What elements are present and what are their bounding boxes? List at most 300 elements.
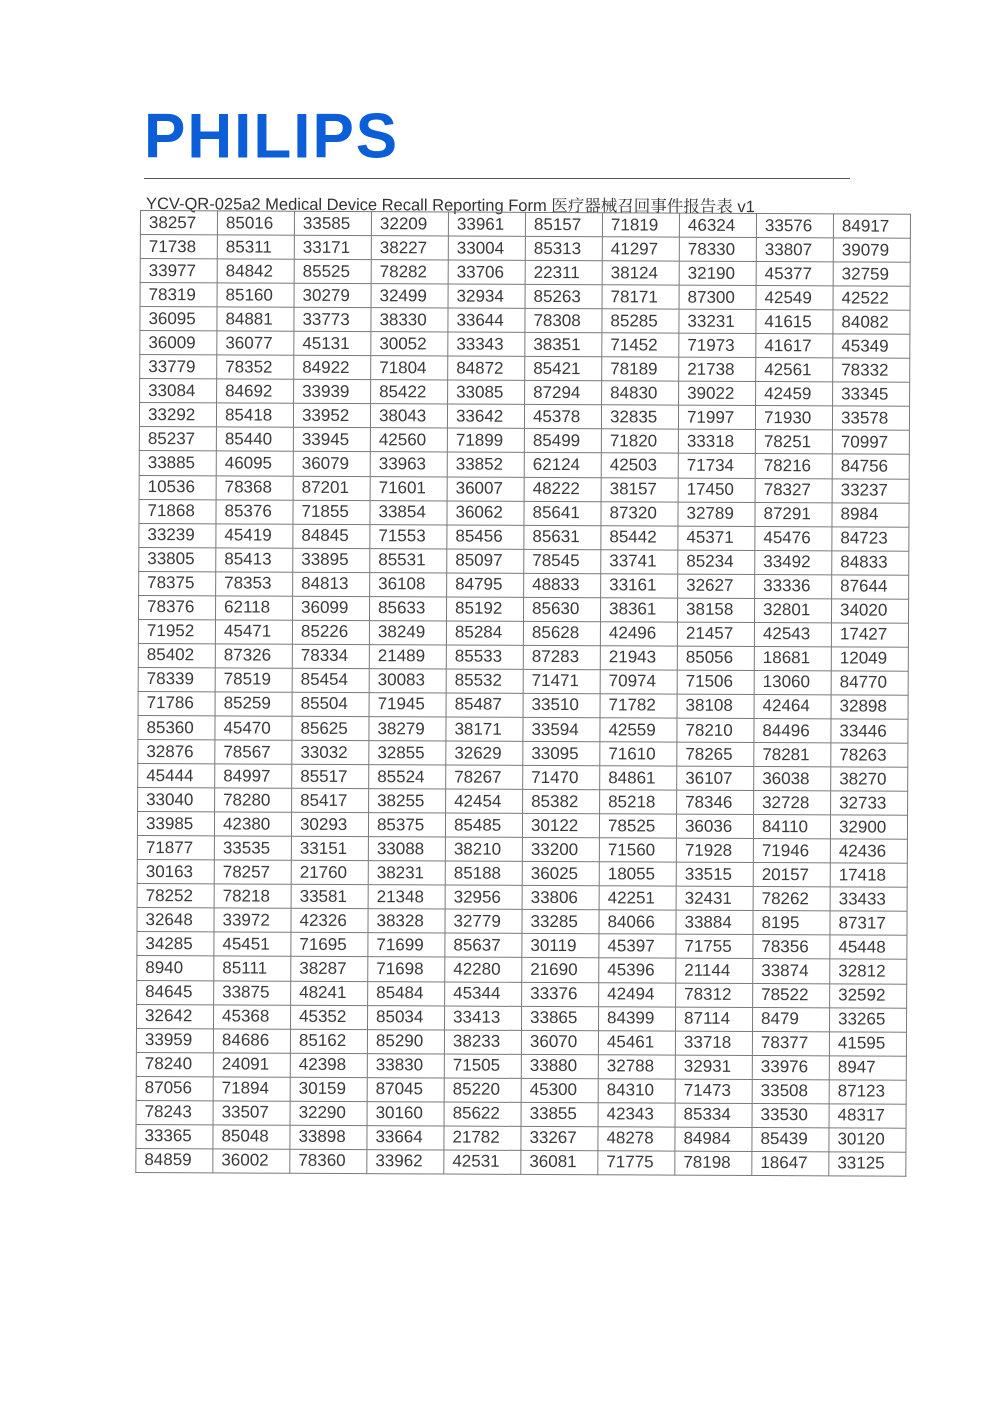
table-cell: 42496 bbox=[600, 622, 677, 646]
table-cell: 33265 bbox=[829, 1007, 906, 1031]
table-cell: 87283 bbox=[523, 645, 600, 669]
table-cell: 85517 bbox=[292, 764, 369, 788]
table-cell: 42459 bbox=[756, 382, 833, 406]
table-cell: 78218 bbox=[214, 884, 291, 908]
table-cell: 71820 bbox=[601, 429, 678, 453]
table-cell: 71506 bbox=[677, 670, 754, 694]
table-cell: 78339 bbox=[138, 667, 215, 691]
table-cell: 71973 bbox=[679, 333, 756, 357]
table-cell: 33032 bbox=[292, 740, 369, 764]
table-cell: 34020 bbox=[831, 599, 908, 623]
table-cell: 87056 bbox=[136, 1076, 213, 1100]
table-cell: 36036 bbox=[676, 814, 753, 838]
table-cell: 36081 bbox=[521, 1150, 598, 1174]
table-cell: 33855 bbox=[521, 1102, 598, 1126]
table-cell: 36095 bbox=[140, 307, 217, 331]
table-cell: 84066 bbox=[599, 910, 676, 934]
table-cell: 45396 bbox=[599, 958, 676, 982]
table-cell: 10536 bbox=[139, 475, 216, 499]
table-cell: 38361 bbox=[600, 598, 677, 622]
table-cell: 84082 bbox=[833, 310, 910, 334]
table-cell: 32789 bbox=[678, 502, 755, 526]
table-cell: 71738 bbox=[140, 235, 217, 259]
table-cell: 33884 bbox=[676, 910, 753, 934]
table-cell: 85631 bbox=[524, 525, 601, 549]
table-cell: 78519 bbox=[215, 668, 292, 692]
table-cell: 36108 bbox=[370, 572, 447, 596]
table-cell: 21943 bbox=[600, 646, 677, 670]
table-cell: 85439 bbox=[752, 1127, 829, 1151]
table-cell: 36038 bbox=[754, 767, 831, 791]
table-cell: 71698 bbox=[368, 957, 445, 981]
table-cell: 42280 bbox=[445, 957, 522, 981]
table-cell: 33985 bbox=[137, 812, 214, 836]
table-cell: 33805 bbox=[139, 547, 216, 571]
table-cell: 85633 bbox=[369, 596, 446, 620]
table-cell: 71610 bbox=[600, 742, 677, 766]
header-divider bbox=[144, 178, 850, 179]
table-cell: 33961 bbox=[448, 212, 525, 236]
table-cell: 32788 bbox=[598, 1054, 675, 1078]
table-cell: 21738 bbox=[679, 357, 756, 381]
table-cell: 33972 bbox=[214, 908, 291, 932]
table-cell: 84917 bbox=[833, 214, 910, 238]
table-cell: 38328 bbox=[368, 909, 445, 933]
table-cell: 12049 bbox=[831, 647, 908, 671]
table-cell: 33267 bbox=[521, 1126, 598, 1150]
table-cell: 78376 bbox=[138, 595, 215, 619]
table-cell: 87201 bbox=[293, 476, 370, 500]
table-cell: 85382 bbox=[523, 790, 600, 814]
table-cell: 33773 bbox=[294, 307, 371, 331]
table-cell: 30120 bbox=[829, 1128, 906, 1152]
table-cell: 84845 bbox=[293, 524, 370, 548]
table-cell: 36002 bbox=[213, 1149, 290, 1173]
table-cell: 71899 bbox=[447, 428, 524, 452]
table-cell: 33581 bbox=[291, 885, 368, 909]
table-cell: 71699 bbox=[368, 933, 445, 957]
table-cell: 21782 bbox=[444, 1126, 521, 1150]
table-cell: 78198 bbox=[675, 1151, 752, 1175]
table-cell: 32648 bbox=[137, 908, 214, 932]
table-cell: 33446 bbox=[831, 719, 908, 743]
table-cell: 85313 bbox=[525, 236, 602, 260]
table-cell: 71452 bbox=[602, 333, 679, 357]
table-cell: 33898 bbox=[290, 1125, 367, 1149]
table-cell: 84997 bbox=[215, 764, 292, 788]
table-cell: 33977 bbox=[140, 259, 217, 283]
table-cell: 42561 bbox=[756, 358, 833, 382]
table-cell: 33292 bbox=[139, 403, 216, 427]
table-cell: 30159 bbox=[290, 1077, 367, 1101]
table-cell: 87320 bbox=[601, 501, 678, 525]
table-cell: 33318 bbox=[678, 430, 755, 454]
table-cell: 71470 bbox=[523, 765, 600, 789]
table-cell: 71560 bbox=[599, 838, 676, 862]
table-cell: 38108 bbox=[677, 694, 754, 718]
table-cell: 71473 bbox=[675, 1079, 752, 1103]
table-cell: 33642 bbox=[447, 404, 524, 428]
table-cell: 45371 bbox=[678, 526, 755, 550]
table-cell: 36107 bbox=[677, 766, 754, 790]
table-cell: 33040 bbox=[138, 788, 215, 812]
table-cell: 85048 bbox=[213, 1125, 290, 1149]
table-cell: 33171 bbox=[294, 235, 371, 259]
table-cell: 85162 bbox=[290, 1029, 367, 1053]
table-cell: 33895 bbox=[293, 548, 370, 572]
table-cell: 87291 bbox=[755, 502, 832, 526]
table-cell: 78330 bbox=[679, 237, 756, 261]
table-cell: 33854 bbox=[370, 500, 447, 524]
table-cell: 45476 bbox=[755, 526, 832, 550]
table-cell: 85625 bbox=[292, 716, 369, 740]
table-cell: 84310 bbox=[598, 1078, 675, 1102]
table-cell: 33578 bbox=[832, 406, 909, 430]
table-cell: 45451 bbox=[214, 932, 291, 956]
table-cell: 48241 bbox=[291, 981, 368, 1005]
table-cell: 78257 bbox=[214, 860, 291, 884]
table-cell: 32209 bbox=[371, 212, 448, 236]
table-cell: 32900 bbox=[830, 815, 907, 839]
table-cell: 71877 bbox=[137, 836, 214, 860]
table-cell: 36079 bbox=[293, 452, 370, 476]
table-cell: 42251 bbox=[599, 886, 676, 910]
table-cell: 87294 bbox=[525, 381, 602, 405]
table-cell: 85417 bbox=[292, 788, 369, 812]
table-cell: 45397 bbox=[599, 934, 676, 958]
table-cell: 78210 bbox=[677, 718, 754, 742]
table-cell: 71553 bbox=[370, 524, 447, 548]
table-cell: 85016 bbox=[217, 211, 294, 235]
table-cell: 84770 bbox=[831, 671, 908, 695]
table-cell: 24091 bbox=[213, 1053, 290, 1077]
table-cell: 85160 bbox=[217, 283, 294, 307]
table-cell: 71946 bbox=[753, 839, 830, 863]
table-cell: 45349 bbox=[833, 334, 910, 358]
table-cell: 78327 bbox=[755, 478, 832, 502]
table-cell: 78360 bbox=[290, 1149, 367, 1173]
table-cell: 32956 bbox=[445, 885, 522, 909]
table-cell: 71782 bbox=[600, 694, 677, 718]
table-cell: 33508 bbox=[752, 1079, 829, 1103]
table-cell: 84842 bbox=[217, 259, 294, 283]
table-cell: 78356 bbox=[753, 935, 830, 959]
table-cell: 84881 bbox=[217, 307, 294, 331]
number-table-wrapper bbox=[135, 210, 911, 1177]
table-cell: 85532 bbox=[446, 669, 523, 693]
table-cell: 17418 bbox=[830, 863, 907, 887]
table-cell: 30163 bbox=[137, 860, 214, 884]
table-cell: 71819 bbox=[602, 213, 679, 237]
table-cell: 33125 bbox=[829, 1152, 906, 1176]
table-cell: 30160 bbox=[367, 1101, 444, 1125]
table-cell: 85157 bbox=[525, 212, 602, 236]
table-cell: 33806 bbox=[522, 886, 599, 910]
table-cell: 38158 bbox=[677, 598, 754, 622]
table-cell: 38233 bbox=[444, 1030, 521, 1054]
philips-logo: PHILIPS bbox=[144, 101, 400, 172]
table-cell: 36070 bbox=[521, 1030, 598, 1054]
table-cell: 87317 bbox=[830, 911, 907, 935]
table-cell: 33231 bbox=[679, 309, 756, 333]
table-cell: 85533 bbox=[446, 645, 523, 669]
table-cell: 33976 bbox=[752, 1055, 829, 1079]
table-cell: 33594 bbox=[523, 717, 600, 741]
table-cell: 85487 bbox=[446, 693, 523, 717]
table-cell: 32812 bbox=[830, 959, 907, 983]
table-cell: 33779 bbox=[140, 355, 217, 379]
table-cell: 85524 bbox=[369, 765, 446, 789]
table-cell: 85622 bbox=[444, 1102, 521, 1126]
table-cell: 18055 bbox=[599, 862, 676, 886]
table-cell: 71734 bbox=[678, 454, 755, 478]
table-cell: 85375 bbox=[368, 813, 445, 837]
table-cell: 42398 bbox=[290, 1053, 367, 1077]
table-cell: 78545 bbox=[524, 549, 601, 573]
table-cell: 33413 bbox=[444, 1006, 521, 1030]
table-cell: 71952 bbox=[138, 619, 215, 643]
table-cell: 33962 bbox=[367, 1149, 444, 1173]
table-cell: 42560 bbox=[370, 428, 447, 452]
table-cell: 21760 bbox=[291, 861, 368, 885]
table-cell: 45471 bbox=[215, 620, 292, 644]
table-cell: 48222 bbox=[524, 477, 601, 501]
table-cell: 32290 bbox=[290, 1101, 367, 1125]
table-cell: 78265 bbox=[677, 742, 754, 766]
table-cell: 78346 bbox=[677, 790, 754, 814]
table-row bbox=[136, 1148, 906, 1176]
table-cell: 33880 bbox=[521, 1054, 598, 1078]
table-cell: 78312 bbox=[676, 983, 753, 1007]
table-cell: 21690 bbox=[522, 958, 599, 982]
table-cell: 85454 bbox=[292, 668, 369, 692]
table-cell: 84496 bbox=[754, 718, 831, 742]
table-cell: 62118 bbox=[215, 596, 292, 620]
table-cell: 85637 bbox=[445, 933, 522, 957]
table-cell: 78567 bbox=[215, 740, 292, 764]
table-cell: 71928 bbox=[676, 838, 753, 862]
table-cell: 78263 bbox=[831, 743, 908, 767]
table-cell: 33365 bbox=[136, 1124, 213, 1148]
table-cell: 85111 bbox=[214, 956, 291, 980]
table-cell: 45352 bbox=[291, 1005, 368, 1029]
table-cell: 78377 bbox=[752, 1031, 829, 1055]
table-cell: 42464 bbox=[754, 694, 831, 718]
table-cell: 85234 bbox=[678, 550, 755, 574]
table-cell: 18681 bbox=[754, 646, 831, 670]
table-cell: 30279 bbox=[294, 283, 371, 307]
table-cell: 33285 bbox=[522, 910, 599, 934]
table-cell: 78282 bbox=[371, 260, 448, 284]
table-cell: 78281 bbox=[754, 743, 831, 767]
table-cell: 85237 bbox=[139, 427, 216, 451]
table-cell: 32592 bbox=[830, 983, 907, 1007]
table-cell: 33085 bbox=[448, 380, 525, 404]
table-cell: 78353 bbox=[216, 572, 293, 596]
table-cell: 32728 bbox=[754, 791, 831, 815]
table-cell: 45131 bbox=[294, 331, 371, 355]
table-cell: 33664 bbox=[367, 1125, 444, 1149]
table-cell: 85188 bbox=[445, 861, 522, 885]
table-cell: 78280 bbox=[215, 788, 292, 812]
table-cell: 71868 bbox=[139, 499, 216, 523]
table-cell: 85440 bbox=[216, 427, 293, 451]
table-cell: 38231 bbox=[368, 861, 445, 885]
table-cell: 41615 bbox=[756, 310, 833, 334]
table-cell: 42326 bbox=[291, 909, 368, 933]
number-table bbox=[135, 210, 911, 1177]
table-cell: 33830 bbox=[367, 1053, 444, 1077]
table-cell: 38287 bbox=[291, 957, 368, 981]
table-cell: 70997 bbox=[832, 430, 909, 454]
table-cell: 38257 bbox=[140, 211, 217, 235]
table-cell: 85641 bbox=[524, 501, 601, 525]
table-cell: 32898 bbox=[831, 695, 908, 719]
table-cell: 78308 bbox=[525, 309, 602, 333]
table-cell: 78332 bbox=[833, 358, 910, 382]
table-cell: 42343 bbox=[598, 1102, 675, 1126]
table-cell: 42436 bbox=[830, 839, 907, 863]
table-cell: 45461 bbox=[598, 1030, 675, 1054]
table-cell: 71755 bbox=[676, 935, 753, 959]
table-cell: 21144 bbox=[676, 959, 753, 983]
table-cell: 33345 bbox=[833, 382, 910, 406]
table-cell: 85226 bbox=[292, 620, 369, 644]
table-cell: 84859 bbox=[136, 1148, 213, 1172]
table-cell: 36099 bbox=[292, 596, 369, 620]
table-cell: 41595 bbox=[829, 1031, 906, 1055]
table-cell: 48278 bbox=[598, 1127, 675, 1151]
table-cell: 85630 bbox=[523, 597, 600, 621]
table-cell: 32931 bbox=[675, 1055, 752, 1079]
table-cell: 33945 bbox=[293, 428, 370, 452]
table-cell: 85504 bbox=[292, 692, 369, 716]
number-table-body bbox=[136, 211, 911, 1177]
form-title: YCV-QR-025a2 Medical Device Recall Reporting Form 医疗器械召回事件报告表 v1 bbox=[145, 195, 755, 217]
table-cell: 78375 bbox=[139, 571, 216, 595]
table-cell: 85034 bbox=[367, 1005, 444, 1029]
table-cell: 85402 bbox=[138, 643, 215, 667]
table-cell: 33807 bbox=[756, 238, 833, 262]
table-cell: 85456 bbox=[447, 525, 524, 549]
table-cell: 85360 bbox=[138, 715, 215, 739]
table-cell: 32642 bbox=[137, 1004, 214, 1028]
table-cell: 38351 bbox=[525, 333, 602, 357]
table-cell: 71775 bbox=[598, 1151, 675, 1175]
table-cell: 42531 bbox=[444, 1150, 521, 1174]
table-cell: 87114 bbox=[675, 1007, 752, 1031]
table-cell: 36007 bbox=[447, 477, 524, 501]
table-cell: 33433 bbox=[830, 887, 907, 911]
table-cell: 78522 bbox=[753, 983, 830, 1007]
table-cell: 30052 bbox=[371, 332, 448, 356]
table-cell: 36062 bbox=[447, 501, 524, 525]
table-cell: 33741 bbox=[601, 549, 678, 573]
table-cell: 33161 bbox=[601, 573, 678, 597]
table-cell: 33963 bbox=[370, 452, 447, 476]
table-cell: 84813 bbox=[293, 572, 370, 596]
table-cell: 33718 bbox=[675, 1031, 752, 1055]
table-cell: 62124 bbox=[524, 453, 601, 477]
table-cell: 8195 bbox=[753, 911, 830, 935]
table-cell: 85484 bbox=[368, 981, 445, 1005]
table-cell: 46324 bbox=[679, 213, 756, 237]
table-cell: 85218 bbox=[600, 790, 677, 814]
table-cell: 85220 bbox=[444, 1078, 521, 1102]
table-cell: 36009 bbox=[140, 331, 217, 355]
table-cell: 30083 bbox=[369, 669, 446, 693]
table-cell: 84723 bbox=[832, 526, 909, 550]
table-cell: 17450 bbox=[678, 478, 755, 502]
table-cell: 85376 bbox=[216, 499, 293, 523]
table-cell: 30122 bbox=[522, 814, 599, 838]
table-cell: 71804 bbox=[371, 356, 448, 380]
table-cell: 71601 bbox=[370, 476, 447, 500]
table-cell: 85284 bbox=[446, 621, 523, 645]
table-cell: 71695 bbox=[291, 933, 368, 957]
table-cell: 85192 bbox=[446, 597, 523, 621]
table-cell: 38043 bbox=[370, 404, 447, 428]
table-cell: 36025 bbox=[522, 862, 599, 886]
table-cell: 32627 bbox=[678, 574, 755, 598]
table-cell: 33507 bbox=[213, 1101, 290, 1125]
table-cell: 33343 bbox=[448, 332, 525, 356]
table-cell: 45448 bbox=[830, 935, 907, 959]
table-cell: 85259 bbox=[215, 692, 292, 716]
table-cell: 33239 bbox=[139, 523, 216, 547]
table-cell: 39022 bbox=[679, 381, 756, 405]
table-cell: 78216 bbox=[755, 454, 832, 478]
table-cell: 33376 bbox=[522, 982, 599, 1006]
table-cell: 38279 bbox=[369, 717, 446, 741]
table-cell: 85097 bbox=[447, 549, 524, 573]
table-cell: 85525 bbox=[294, 259, 371, 283]
table-cell: 33095 bbox=[523, 741, 600, 765]
table-cell: 39079 bbox=[833, 238, 910, 262]
table-cell: 8940 bbox=[137, 956, 214, 980]
table-cell: 85442 bbox=[601, 525, 678, 549]
table-cell: 42380 bbox=[214, 812, 291, 836]
table-cell: 33510 bbox=[523, 693, 600, 717]
table-cell: 32190 bbox=[679, 261, 756, 285]
table-cell: 78243 bbox=[136, 1100, 213, 1124]
table-cell: 8984 bbox=[832, 502, 909, 526]
table-cell: 87045 bbox=[367, 1077, 444, 1101]
table-cell: 85628 bbox=[523, 621, 600, 645]
table-cell: 42503 bbox=[601, 453, 678, 477]
table-cell: 71505 bbox=[444, 1054, 521, 1078]
table-cell: 85285 bbox=[602, 309, 679, 333]
table-cell: 70974 bbox=[600, 670, 677, 694]
table-cell: 45368 bbox=[214, 1004, 291, 1028]
table-cell: 33875 bbox=[214, 980, 291, 1004]
table-cell: 33004 bbox=[448, 236, 525, 260]
table-cell: 33874 bbox=[753, 959, 830, 983]
table-cell: 84833 bbox=[832, 551, 909, 575]
table-cell: 87300 bbox=[679, 285, 756, 309]
table-cell: 78240 bbox=[136, 1052, 213, 1076]
table-cell: 32499 bbox=[371, 284, 448, 308]
table-cell: 32876 bbox=[138, 740, 215, 764]
table-cell: 33644 bbox=[448, 308, 525, 332]
table-cell: 71894 bbox=[213, 1077, 290, 1101]
table-cell: 45300 bbox=[521, 1078, 598, 1102]
table-cell: 78251 bbox=[755, 430, 832, 454]
table-cell: 32835 bbox=[601, 405, 678, 429]
table-cell: 85421 bbox=[525, 357, 602, 381]
table-cell: 84756 bbox=[832, 454, 909, 478]
table-cell: 42543 bbox=[754, 622, 831, 646]
